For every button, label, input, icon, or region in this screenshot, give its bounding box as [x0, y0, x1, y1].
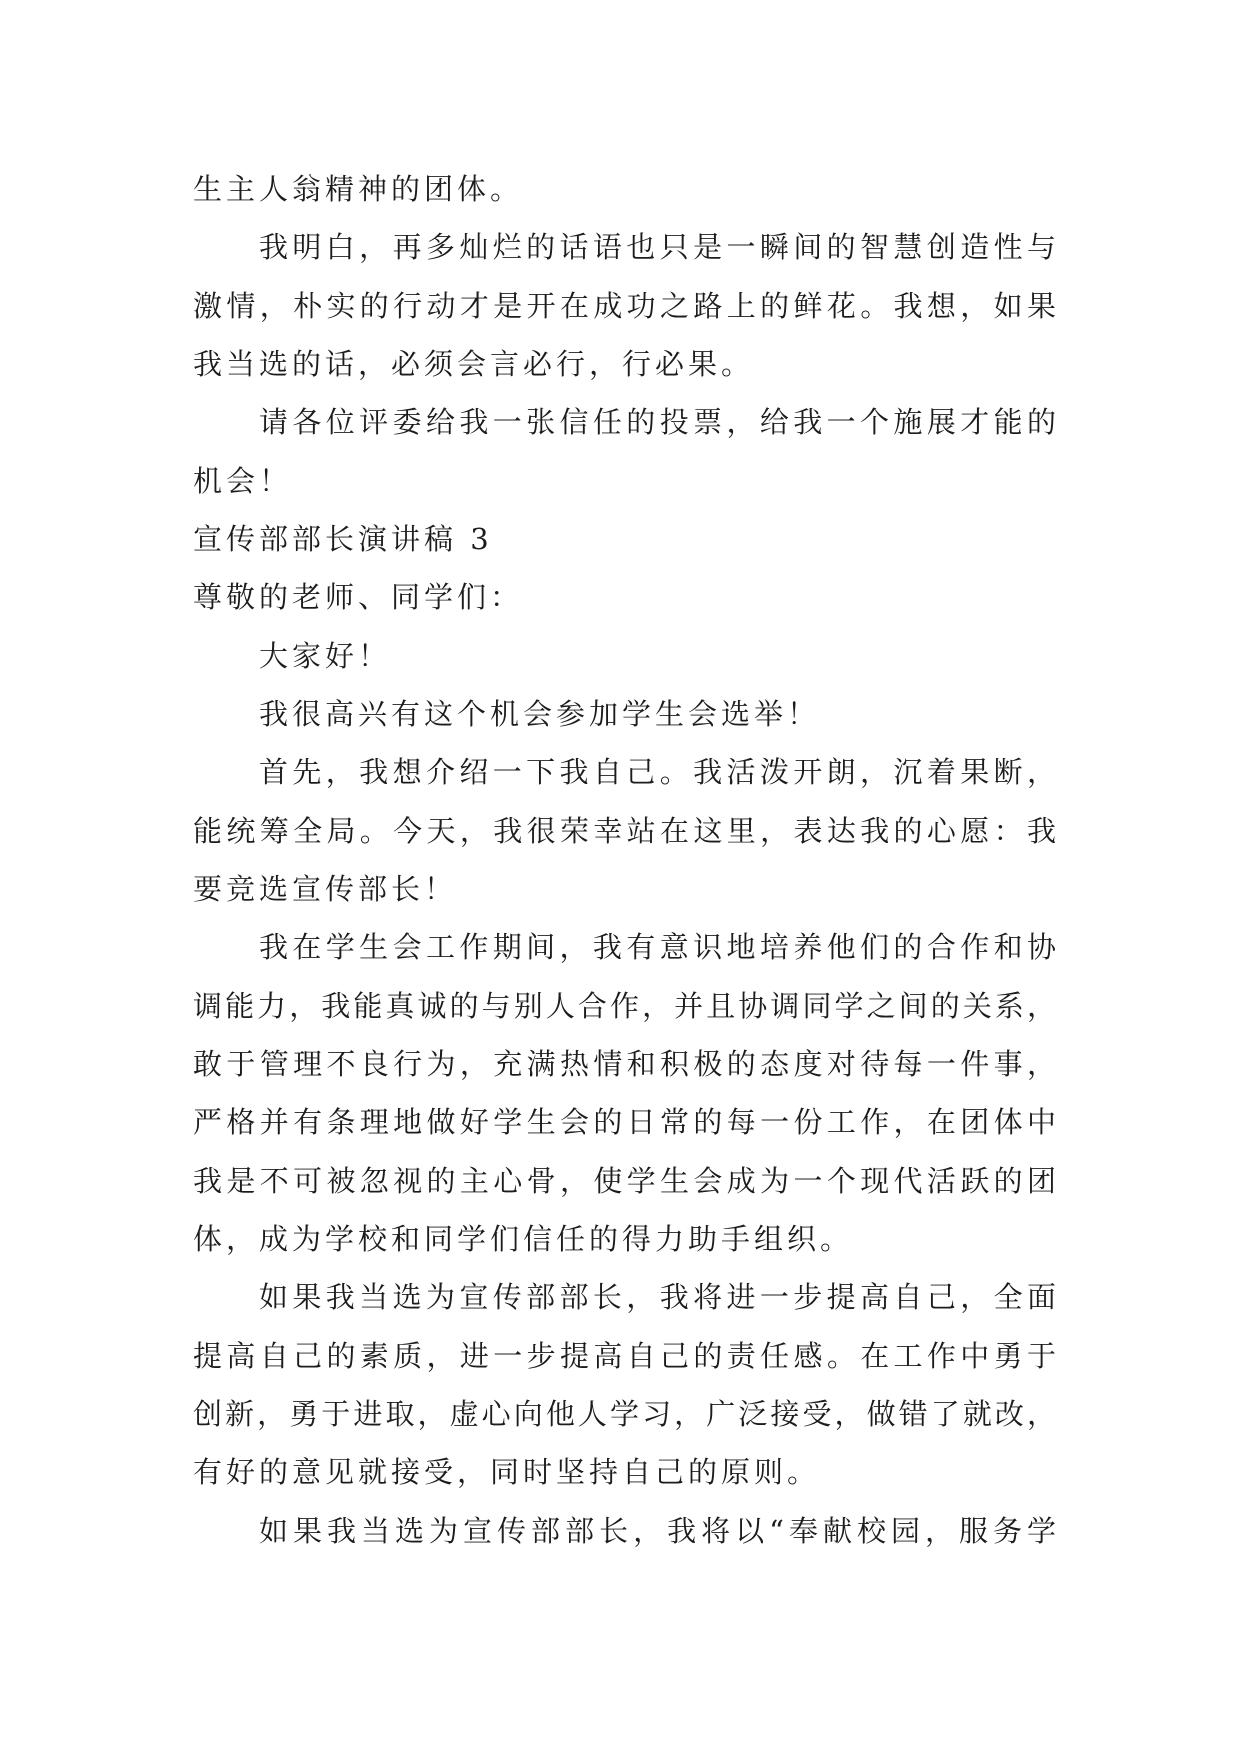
paragraph-line: 我明白，再多灿烂的话语也只是一瞬间的智慧创造性与 — [259, 230, 1056, 265]
paragraph-line: 严格并有条理地做好学生会的日常的每一份工作，在团体中 — [193, 1105, 1056, 1140]
paragraph-line: 如果我当选为宣传部部长，我将进一步提高自己，全面 — [259, 1280, 1056, 1315]
paragraph-line: 大家好！ — [259, 638, 392, 673]
paragraph — [193, 685, 1056, 743]
paragraph-line: 如果我当选为宣传部部长，我将以“奉献校园，服务学 — [259, 1513, 1056, 1548]
paragraph — [193, 393, 1056, 510]
paragraph — [193, 160, 1056, 218]
paragraph-line: 激情，朴实的行动才是开在成功之路上的鲜花。我想，如果 — [193, 288, 1056, 323]
paragraph — [193, 627, 1056, 685]
paragraph-line: 调能力，我能真诚的与别人合作，并且协调同学之间的关系， — [193, 988, 1056, 1023]
paragraph-line: 请各位评委给我一张信任的投票，给我一个施展才能的 — [259, 405, 1056, 440]
paragraph-line: 体，成为学校和同学们信任的得力助手组织。 — [193, 1221, 854, 1256]
paragraph-line: 提高自己的素质，进一步提高自己的责任感。在工作中勇于 — [193, 1338, 1056, 1373]
paragraph-line: 敢于管理不良行为，充满热情和积极的态度对待每一件事， — [193, 1046, 1056, 1081]
paragraph-line: 要竞选宣传部长！ — [193, 871, 458, 906]
paragraph-line: 有好的意见就接受，同时坚持自己的原则。 — [193, 1455, 821, 1490]
paragraph-line: 能统筹全局。今天，我很荣幸站在这里，表达我的心愿：我 — [193, 813, 1056, 848]
paragraph-line: 首先，我想介绍一下我自己。我活泼开朗，沉着果断， — [259, 755, 1056, 790]
paragraph-line: 我当选的话，必须会言必行，行必果。 — [193, 346, 755, 381]
document-body — [193, 160, 1056, 1560]
paragraph-line: 我很高兴有这个机会参加学生会选举！ — [259, 696, 821, 731]
paragraph-line: 创新，勇于进取，虚心向他人学习，广泛接受，做错了就改， — [193, 1396, 1056, 1431]
paragraph — [193, 1268, 1056, 1501]
paragraph-line: 生主人翁精神的团体。 — [193, 172, 524, 206]
paragraph — [193, 1502, 1056, 1560]
paragraph-line: 我在学生会工作期间，我有意识地培养他们的合作和协 — [259, 930, 1056, 965]
paragraph-line: 机会！ — [193, 463, 293, 498]
paragraph — [193, 218, 1056, 393]
speech-title: 宣传部部长演讲稿 3 — [193, 521, 493, 556]
paragraph — [193, 918, 1056, 1268]
paragraph-line: 我是不可被忽视的主心骨，使学生会成为一个现代活跃的团 — [193, 1163, 1056, 1198]
paragraph — [193, 743, 1056, 918]
salutation: 尊敬的老师、同学们： — [193, 580, 524, 615]
